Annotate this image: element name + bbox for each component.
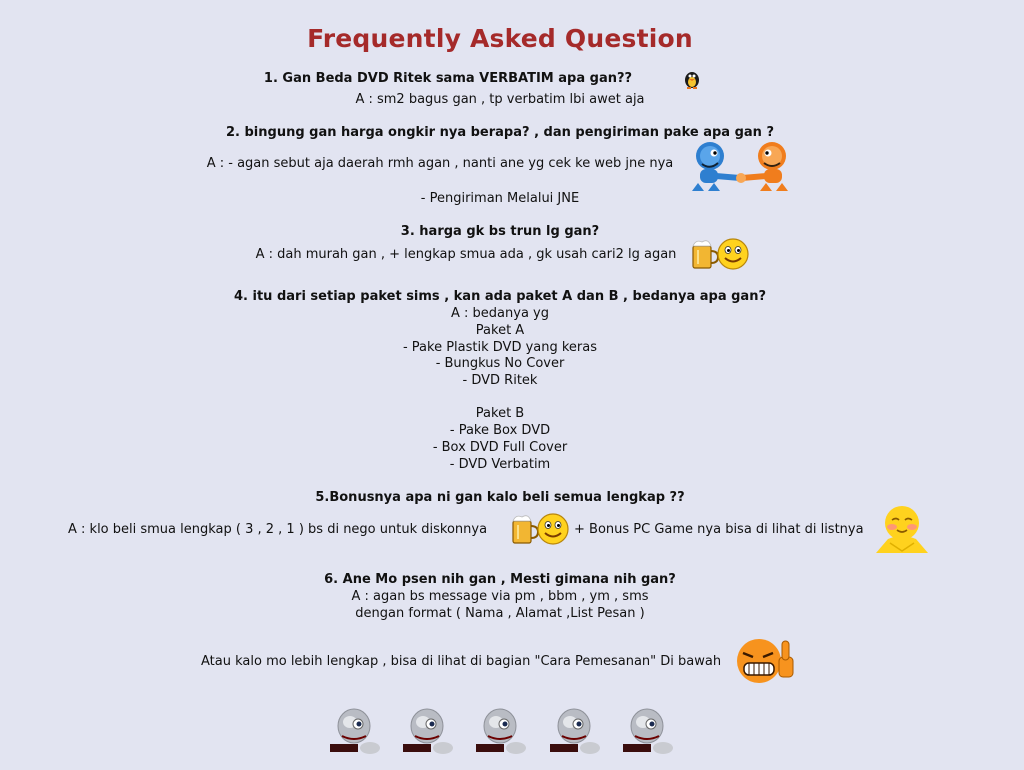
faq-1-question: 1. Gan Beda DVD Ritek sama VERBATIM apa gan?? xyxy=(263,71,633,86)
gray-mascot-icon xyxy=(326,706,382,754)
faq-1-answer: A : sm2 bagus gan , tp verbatim lbi awet aja xyxy=(355,92,645,107)
faq-2-answer-line-1: A : - agan sebut aja daerah rmh agan , nanti ane yg cek ke web jne nya xyxy=(206,156,674,171)
faq-4-answer-line-8: - Box DVD Full Cover xyxy=(432,440,568,455)
faq-4-answer-line-6: Paket B xyxy=(475,406,525,421)
gray-mascot-icon xyxy=(546,706,602,754)
faq-6-question: 6. Ane Mo psen nih gan , Mesti gimana nih gan? xyxy=(324,572,676,587)
gray-mascot-icon xyxy=(619,706,675,754)
beer-cheers-emoticon-icon xyxy=(510,512,570,546)
gray-mascot-icon xyxy=(472,706,528,754)
faq-4-answer-line-4: - Bungkus No Cover xyxy=(435,356,565,371)
faq-5-question: 5.Bonusnya apa ni gan kalo beli semua lengkap ?? xyxy=(315,490,685,505)
faq-5-answer-line-2: + Bonus PC Game nya bisa di lihat di listnya xyxy=(574,522,864,537)
faq-6-answer-line-1: A : agan bs message via pm , bbm , ym , sms xyxy=(351,589,649,604)
faq-4-answer-line-5: - DVD Ritek xyxy=(462,373,538,388)
gray-mascot-icon xyxy=(399,706,455,754)
page-title: Frequently Asked Question xyxy=(307,24,693,53)
faq-6-answer-line-2: dengan format ( Nama , Alamat ,List Pesan ) xyxy=(355,606,645,621)
faq-5-answer-line-1: A : klo beli smua lengkap ( 3 , 2 , 1 ) bs di nego untuk diskonnya xyxy=(68,522,488,537)
faq-3-question: 3. harga gk bs trun lg gan? xyxy=(400,224,600,239)
faq-4-answer-line-1: A : bedanya yg xyxy=(451,306,549,321)
faq-4-answer-line-7: - Pake Box DVD xyxy=(449,423,551,438)
faq-3-answer: A : dah murah gan , + lengkap smua ada , gk usah cari2 lg agan xyxy=(255,247,677,262)
blushing-smiley-emoticon-icon xyxy=(872,503,932,555)
handshake-emoticon-icon xyxy=(688,139,794,191)
faq-4-answer-line-3: - Pake Plastik DVD yang keras xyxy=(402,340,598,355)
faq-6-answer-line-3: Atau kalo mo lebih lengkap , bisa di lihat di bagian "Cara Pemesanan" Di bawah xyxy=(201,654,722,669)
faq-2-question: 2. bingung gan harga ongkir nya berapa? , dan pengiriman pake apa gan ? xyxy=(225,125,774,140)
faq-4-question: 4. itu dari setiap paket sims , kan ada paket A dan B , bedanya apa gan? xyxy=(234,289,766,304)
thumbs-up-grin-emoticon-icon xyxy=(735,635,797,689)
beer-cheers-emoticon-icon xyxy=(690,237,750,271)
penguin-emoticon-icon xyxy=(682,68,702,90)
faq-2-answer-line-2: - Pengiriman Melalui JNE xyxy=(420,191,580,206)
faq-4-answer-line-9: - DVD Verbatim xyxy=(449,457,551,472)
faq-4-answer-line-2: Paket A xyxy=(475,323,525,338)
